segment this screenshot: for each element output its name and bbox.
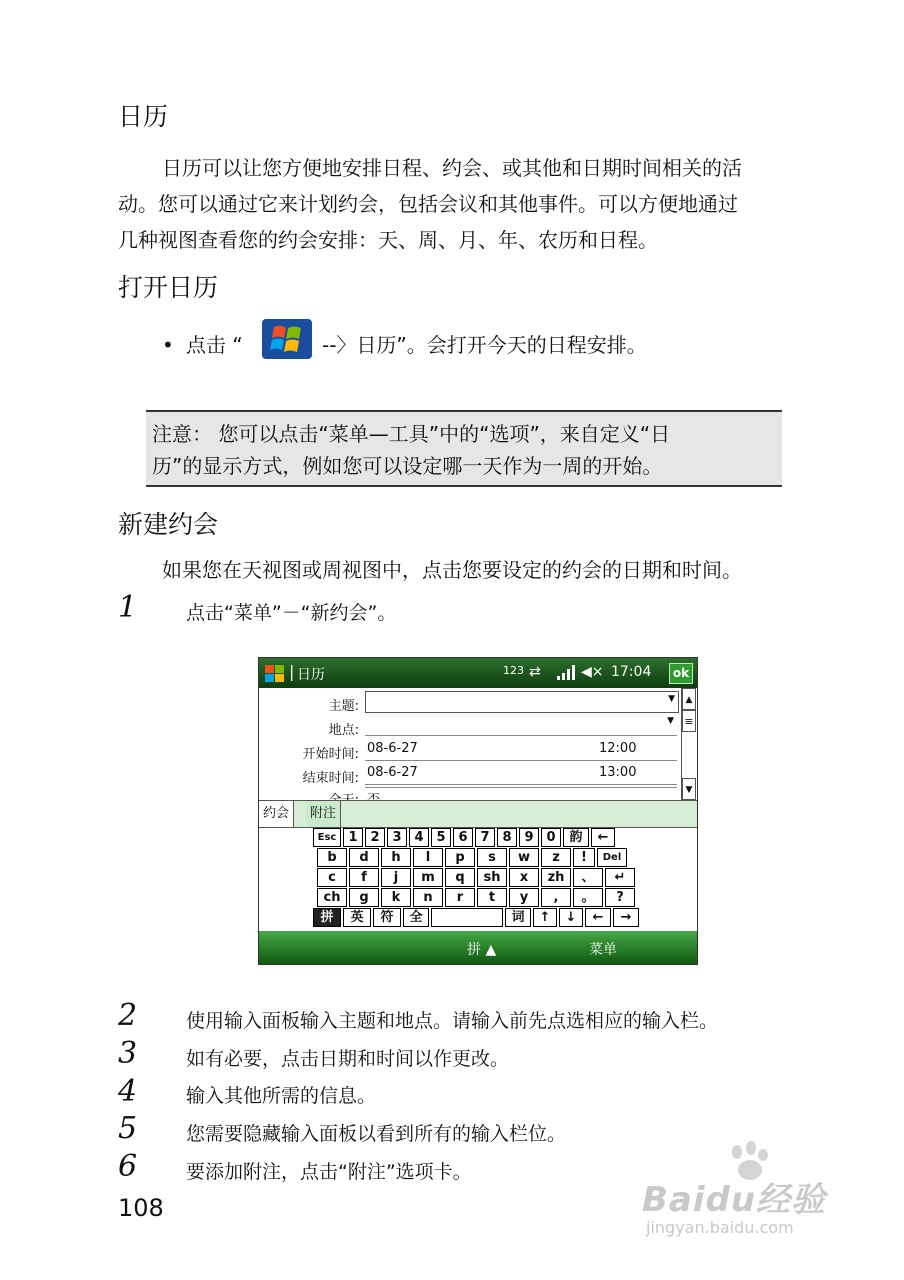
ok-button[interactable]: ok — [669, 663, 693, 684]
key-esc[interactable]: Esc — [313, 828, 341, 847]
appointment-form — [259, 688, 681, 800]
step-number: 5 — [118, 1111, 138, 1146]
field-label-subject: 主题: — [328, 699, 359, 714]
key-rhyme[interactable]: 韵 — [563, 828, 589, 847]
key[interactable]: n — [413, 888, 443, 907]
scroll-thumb[interactable]: ≡ — [682, 710, 696, 732]
key[interactable]: m — [413, 868, 443, 887]
key[interactable]: ! — [573, 848, 595, 867]
key[interactable]: ? — [605, 888, 635, 907]
intro-line: 动。您可以通过它来计划约会，包括会议和其他事件。可以方便地通过 — [118, 192, 738, 216]
key[interactable]: r — [445, 888, 475, 907]
step-number: 6 — [118, 1149, 138, 1184]
windows-start-icon — [262, 319, 312, 359]
field-label-location: 地点: — [328, 723, 359, 738]
tab-appointment[interactable]: 约会 — [259, 801, 294, 827]
end-time[interactable]: 13:00 — [599, 765, 637, 780]
key-right[interactable]: → — [613, 908, 639, 927]
key[interactable]: 2 — [365, 828, 385, 847]
step-text: 输入其他所需的信息。 — [186, 1085, 377, 1107]
menu-button[interactable]: 菜单 — [589, 942, 617, 958]
step-number: 3 — [118, 1036, 138, 1071]
device-title-bar — [259, 658, 697, 688]
key[interactable]: t — [477, 888, 507, 907]
key-up[interactable]: ↑ — [533, 908, 557, 927]
bullet-text-pre: 点击 “ — [186, 333, 243, 357]
device-title: 日历 — [297, 667, 325, 683]
keyboard-row — [313, 828, 641, 848]
watermark-url: jingyan.baidu.com — [646, 1218, 794, 1237]
step-text: 您需要隐藏输入面板以看到所有的输入栏位。 — [186, 1123, 567, 1145]
intro-line: 日历可以让您方便地安排日程、约会、或其他和日期时间相关的活 — [162, 156, 742, 180]
device-softkey-bar — [259, 931, 697, 964]
key[interactable]: b — [317, 848, 347, 867]
intro-paragraph — [118, 150, 818, 258]
step-number: 4 — [118, 1074, 138, 1109]
input-panel-keyboard — [313, 828, 641, 929]
key-english[interactable]: 英 — [343, 908, 371, 927]
end-time-field[interactable] — [365, 764, 677, 785]
key[interactable]: 5 — [431, 828, 451, 847]
start-date[interactable]: 08-6-27 — [367, 741, 418, 756]
section-title: 日历 — [118, 102, 169, 131]
key[interactable]: j — [381, 868, 411, 887]
start-time[interactable]: 12:00 — [599, 741, 637, 756]
key[interactable]: z — [541, 848, 571, 867]
key-left[interactable]: ← — [585, 908, 611, 927]
note-line: 历”的显示方式，例如您可以设定哪一天作为一周的开始。 — [152, 454, 663, 478]
device-screenshot — [258, 657, 698, 965]
step-text: 要添加附注，点击“附注”选项卡。 — [186, 1161, 472, 1183]
start-flag-icon[interactable] — [264, 663, 286, 683]
tab-notes[interactable]: 附注 — [306, 801, 341, 827]
bullet-dot: • — [162, 333, 174, 357]
chevron-down-icon[interactable]: ▼ — [668, 694, 675, 704]
key[interactable]: q — [445, 868, 475, 887]
signal-icon — [555, 665, 575, 681]
start-time-field[interactable] — [365, 740, 677, 761]
scroll-down-icon[interactable]: ▼ — [682, 778, 696, 800]
watermark-logo: Baidu经验 — [642, 1180, 827, 1220]
keyboard-row — [313, 868, 641, 888]
scroll-up-icon[interactable]: ▲ — [682, 688, 696, 710]
key[interactable]: 。 — [573, 888, 603, 907]
key[interactable]: 8 — [497, 828, 517, 847]
key[interactable]: y — [509, 888, 539, 907]
step-number: 2 — [118, 998, 138, 1033]
page-number: 108 — [118, 1194, 164, 1222]
key-word[interactable]: 词 — [505, 908, 531, 927]
clock[interactable]: 17:04 — [611, 664, 652, 680]
tab-strip — [259, 800, 697, 828]
key[interactable]: f — [349, 868, 379, 887]
key[interactable]: 1 — [343, 828, 363, 847]
key[interactable]: s — [477, 848, 507, 867]
key-space[interactable] — [431, 908, 503, 927]
key[interactable]: 7 — [475, 828, 495, 847]
bullet-text-post: --〉日历”。会打开今天的日程安排。 — [322, 333, 647, 357]
intro-line: 几种视图查看您的约会安排：天、周、月、年、农历和日程。 — [118, 228, 658, 252]
keyboard-row — [313, 848, 641, 868]
key-enter[interactable]: ↵ — [605, 868, 635, 887]
key[interactable]: l — [413, 848, 443, 867]
new-appointment-title: 新建约会 — [118, 510, 219, 539]
note-box — [146, 410, 782, 487]
location-field[interactable] — [365, 718, 677, 736]
key[interactable]: 9 — [519, 828, 539, 847]
field-label-end: 结束时间: — [302, 771, 359, 786]
key-fullwidth[interactable]: 全 — [403, 908, 429, 927]
key[interactable]: sh — [477, 868, 507, 887]
field-label-start: 开始时间: — [302, 747, 359, 762]
key-down[interactable]: ↓ — [559, 908, 583, 927]
sync-icon: ⇄ — [529, 664, 541, 680]
network-indicator: 123 — [503, 664, 524, 677]
key[interactable]: 、 — [573, 868, 603, 887]
key[interactable]: c — [317, 868, 347, 887]
key[interactable]: d — [349, 848, 379, 867]
key[interactable]: , — [541, 888, 571, 907]
field-label-allday — [329, 789, 359, 800]
key-symbols[interactable]: 符 — [373, 908, 401, 927]
keyboard-row — [313, 908, 641, 928]
open-title: 打开日历 — [118, 273, 219, 302]
key-backspace[interactable]: ← — [591, 828, 615, 847]
step-text: 点击“菜单”－“新约会”。 — [186, 602, 397, 624]
volume-icon[interactable]: ◀× — [581, 664, 604, 680]
chevron-down-icon[interactable]: ▼ — [667, 716, 674, 726]
key[interactable]: 6 — [453, 828, 473, 847]
step-text: 使用输入面板输入主题和地点。请输入前先点选相应的输入栏。 — [186, 1010, 719, 1032]
step-number: 1 — [118, 590, 138, 625]
key[interactable]: k — [381, 888, 411, 907]
note-text — [152, 418, 778, 482]
key[interactable]: 4 — [409, 828, 429, 847]
step-text: 如有必要，点击日期和时间以作更改。 — [186, 1048, 510, 1070]
key[interactable]: 3 — [387, 828, 407, 847]
allday-field[interactable] — [365, 787, 677, 801]
key-delete[interactable]: Del — [597, 848, 627, 867]
key-pinyin[interactable]: 拼 — [313, 908, 341, 927]
key[interactable]: ch — [317, 888, 347, 907]
form-scrollbar[interactable] — [681, 688, 696, 800]
key[interactable]: g — [349, 888, 379, 907]
new-intro: 如果您在天视图或周视图中，点击您要设定的约会的日期和时间。 — [162, 558, 742, 582]
input-method-button[interactable]: 拼 ▲ — [467, 942, 497, 958]
note-line: 注意： 您可以点击“菜单—工具”中的“选项”，来自定义“日 — [152, 422, 671, 446]
subject-field[interactable] — [365, 691, 679, 713]
key[interactable]: zh — [541, 868, 571, 887]
key[interactable]: w — [509, 848, 539, 867]
key[interactable]: x — [509, 868, 539, 887]
title-separator: | — [289, 662, 295, 681]
keyboard-row — [313, 888, 641, 908]
end-date[interactable]: 08-6-27 — [367, 765, 418, 780]
key[interactable]: h — [381, 848, 411, 867]
key[interactable]: 0 — [541, 828, 561, 847]
key[interactable]: p — [445, 848, 475, 867]
